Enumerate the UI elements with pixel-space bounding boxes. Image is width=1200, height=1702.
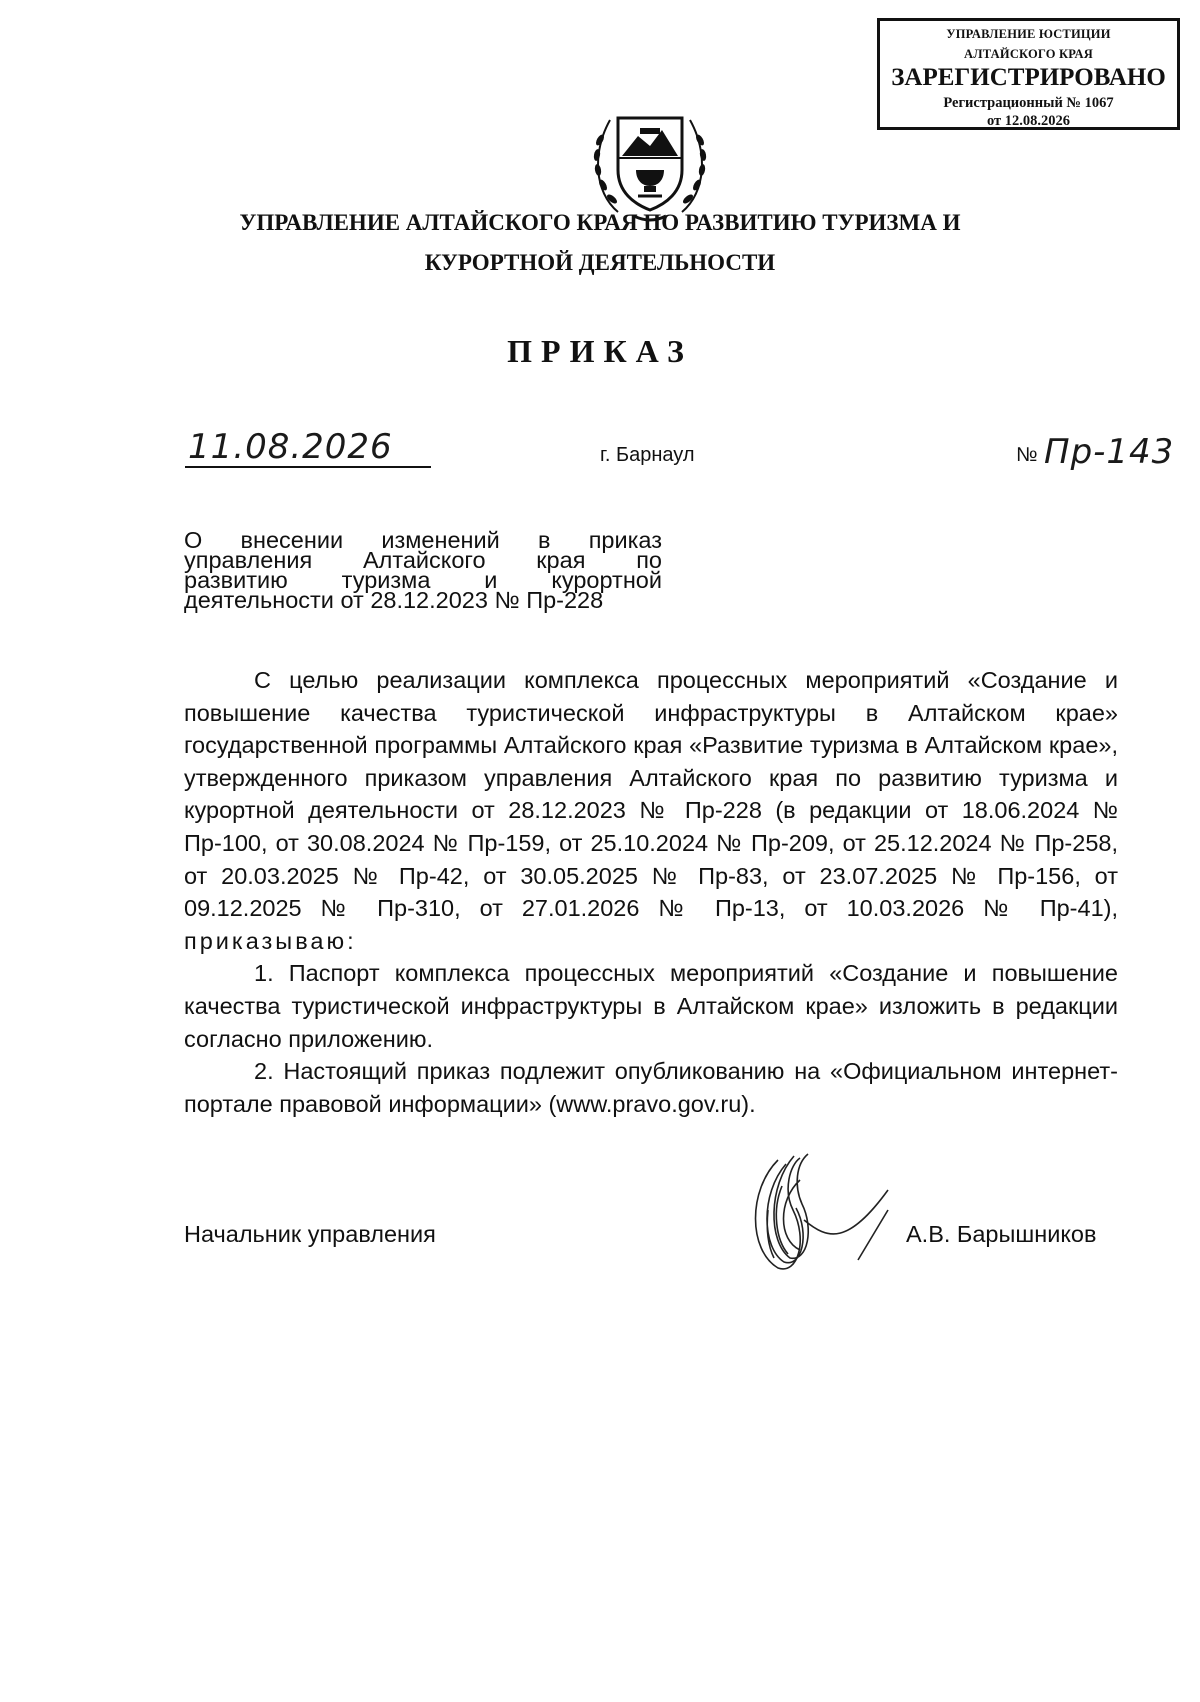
- stamp-reg-date: от 12.08.2026: [986, 113, 1071, 129]
- order-word: приказываю:: [184, 927, 357, 954]
- document-type-title: ПРИКАЗ: [507, 333, 693, 369]
- stamp-title: ЗАРЕГИСТРИРОВАНО: [891, 64, 1166, 91]
- subject-line: О внесении изменений в приказ: [184, 527, 662, 553]
- signatory-name: А.В. Барышников: [906, 1221, 1097, 1247]
- signatory-position: Начальник управления: [184, 1221, 436, 1247]
- date-underline: [185, 466, 431, 468]
- org-name-line1: УПРАВЛЕНИЕ АЛТАЙСКОГО КРАЯ ПО РАЗВИТИЮ ТУРИЗМА И: [239, 210, 961, 235]
- order-item-2: 2. Настоящий приказ подлежит опубликованию на «Официальном интернет-портале правовой информации» (www.pravo.gov.ru).: [184, 1058, 1118, 1117]
- handwritten-signature-icon: [738, 1150, 898, 1275]
- registration-stamp: [877, 18, 1180, 130]
- order-date-handwritten: 11.08.2026: [188, 427, 393, 467]
- org-name-line2: КУРОРТНОЙ ДЕЯТЕЛЬНОСТИ: [424, 250, 776, 275]
- order-number-prefix: №: [1016, 444, 1038, 466]
- stamp-org-line2: АЛТАЙСКОГО КРАЯ: [964, 47, 1093, 61]
- order-body: [184, 664, 1118, 1120]
- preamble-paragraph: [184, 664, 1118, 957]
- subject-line: развитию туризма и курортной: [184, 567, 662, 593]
- order-number-handwritten: Пр-143: [1044, 432, 1175, 472]
- subject-line: управления Алтайского края по: [184, 547, 662, 573]
- coat-of-arms-icon: [588, 100, 712, 224]
- stamp-org-line1: УПРАВЛЕНИЕ ЮСТИЦИИ: [946, 27, 1111, 41]
- order-subject: [184, 527, 662, 613]
- stamp-reg-number: Регистрационный № 1067: [943, 95, 1114, 111]
- subject-line: деятельности от 28.12.2023 № Пр-228: [184, 587, 604, 613]
- preamble-text: С целью реализации комплекса процессных мероприятий «Создание и повышение качества туристической инфраструктуры в Алтайском крае» государственной программы Алтайского края «Развитие туризма в Алтайском крае», утвержденного приказом управления Алтайского края по развитию туризма и курортной деятельности от 28.12.2023 № Пр-228 (в редакции от 18.06.2024 № Пр-100, от 30.08.2024 № Пр-159, от 25.10.2024 № Пр-209, от 25.12.2024 № Пр-258, от 20.03.2025 № Пр-42, от 30.05.2025 № Пр-83, от 23.07.2025 № Пр-156, от 09.12.2025 № Пр-310, от 27.01.2026 № Пр-13, от 10.03.2026 № Пр-41),: [184, 667, 1118, 922]
- order-item-1: 1. Паспорт комплекса процессных мероприятий «Создание и повышение качества туристической инфраструктуры в Алтайском крае» изложить в редакции согласно приложению.: [184, 960, 1118, 1052]
- city: г. Барнаул: [600, 444, 695, 466]
